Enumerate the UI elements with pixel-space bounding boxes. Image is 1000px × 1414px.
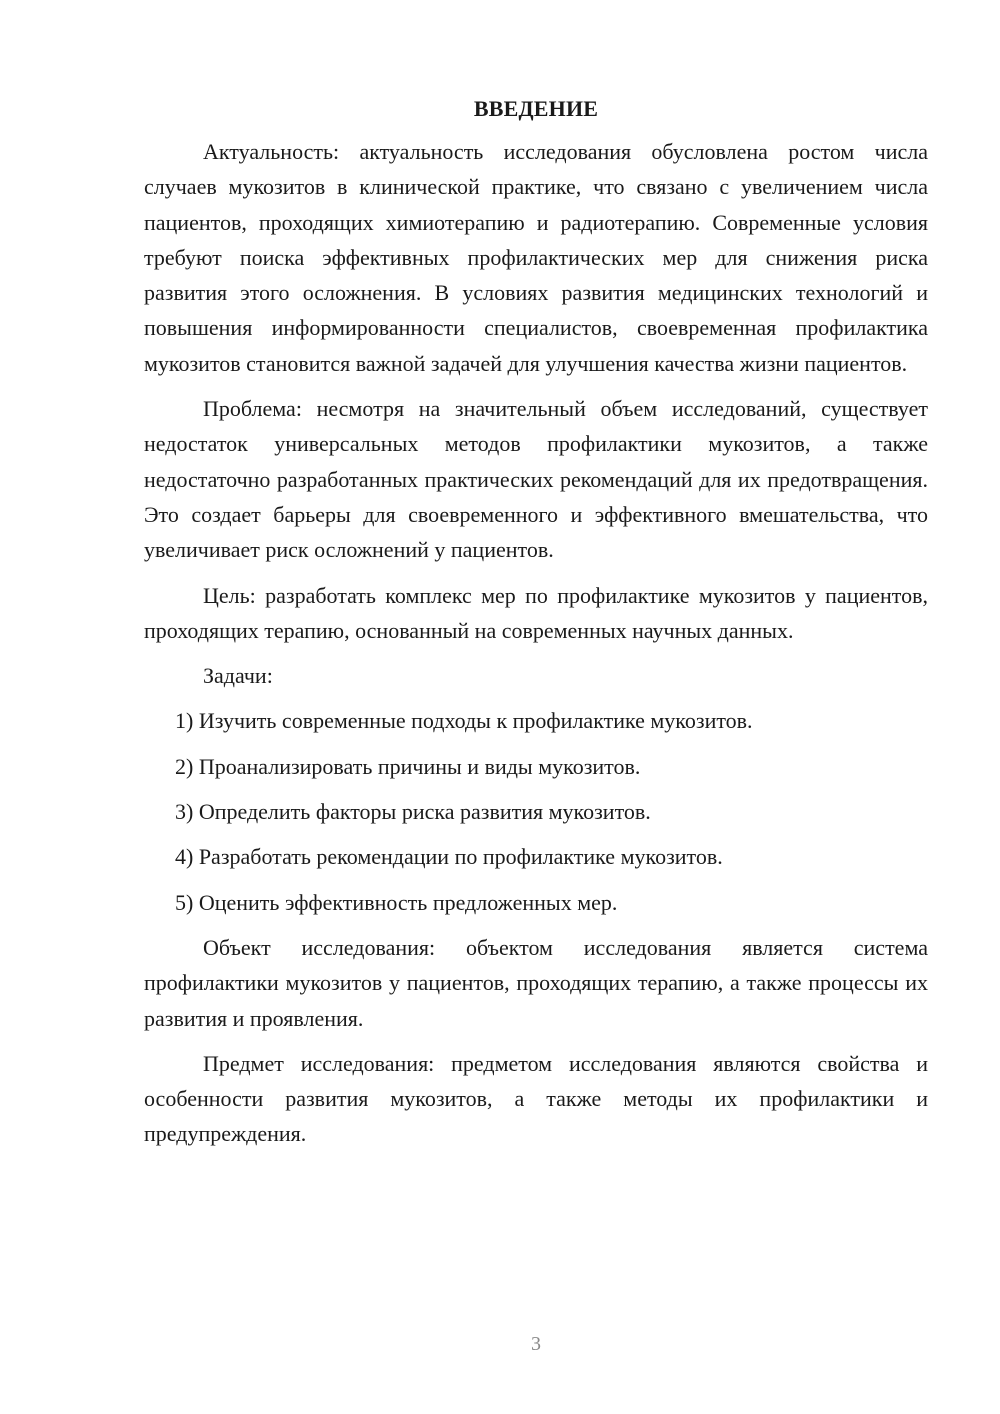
task-item-1: 1) Изучить современные подходы к профилактике мукозитов.: [175, 708, 753, 734]
tasks-label: Задачи:: [203, 663, 273, 689]
task-item-4: 4) Разработать рекомендации по профилактике мукозитов.: [175, 844, 723, 870]
page-content: [144, 94, 928, 1162]
page-number: 3: [531, 1333, 541, 1355]
task-item-5: 5) Оценить эффективность предложенных мер.: [175, 889, 618, 915]
section-heading: ВВЕДЕНИЕ: [473, 96, 599, 121]
problem-paragraph: Проблема: несмотря на значительный объем исследований, существует недостаток универсальных методов профилактики мукозитов, а также недостаточно разработанных практических рекомендаций для их предотвращения. Это создает барьеры для своевременного и эффективного вмешательства, что увеличивает риск осложнений у пациентов.: [144, 396, 928, 563]
goal-paragraph: Цель: разработать комплекс мер по профилактике мукозитов у пациентов, проходящих терапию, основанный на современных научных данных.: [144, 582, 928, 643]
task-list: [144, 703, 928, 919]
subject-paragraph: Предмет исследования: предметом исследования являются свойства и особенности развития мукозитов, а также методы их профилактики и предупреждения.: [144, 1050, 928, 1147]
task-item-3: 3) Определить факторы риска развития мукозитов.: [175, 799, 651, 825]
relevance-paragraph: Актуальность: актуальность исследования обусловлена ростом числа случаев мукозитов в клинической практике, что связано с увеличением числа пациентов, проходящих химиотерапию и радиотерапию. Современные условия требуют поиска эффективных профилактических мер для снижения риска развития этого осложнения. В условиях развития медицинских технологий и повышения информированности специалистов, своевременная профилактика мукозитов становится важной задачей для улучшения качества жизни пациентов.: [144, 139, 928, 376]
object-paragraph: Объект исследования: объектом исследования является система профилактики мукозитов у пациентов, проходящих терапию, а также процессы их развития и проявления.: [144, 934, 928, 1031]
task-item-2: 2) Проанализировать причины и виды мукозитов.: [175, 753, 641, 779]
